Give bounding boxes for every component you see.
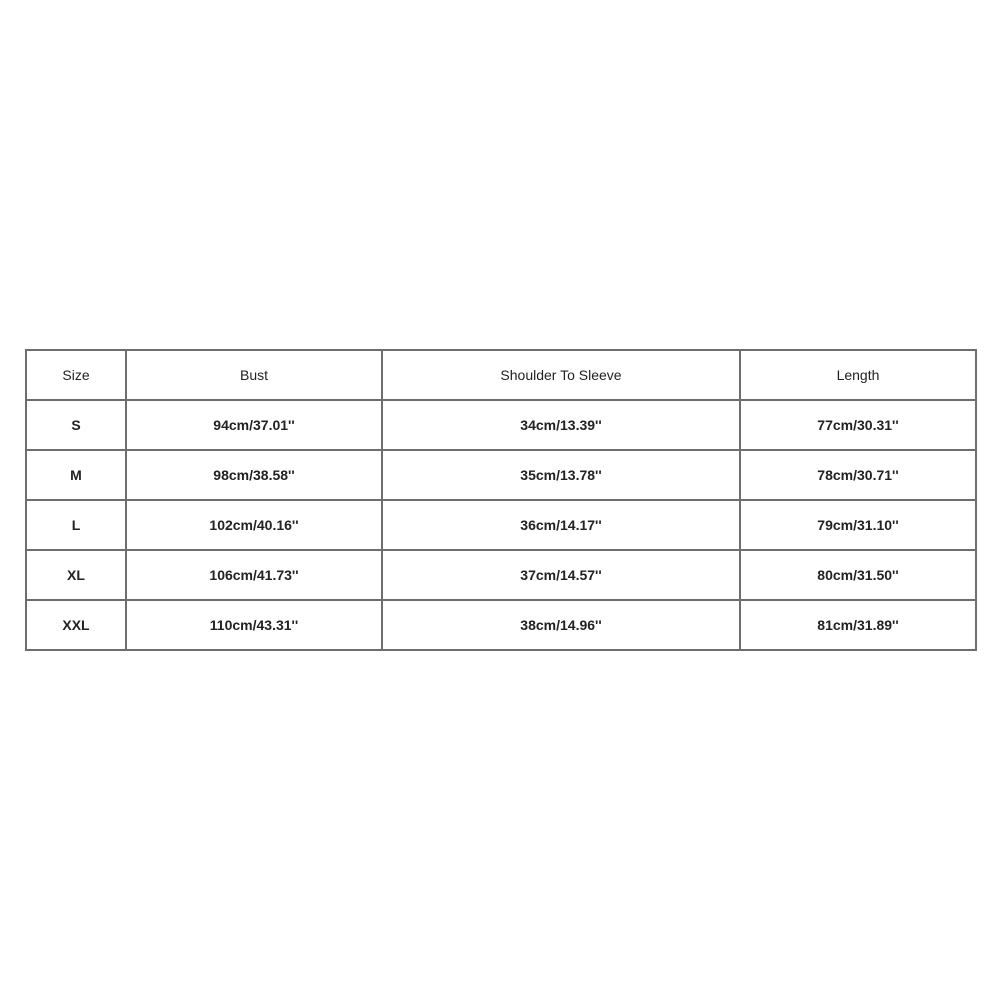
- table-row: [26, 450, 976, 500]
- cell-shoulder-to-sleeve: 34cm/13.39'': [382, 400, 740, 450]
- cell-size: S: [26, 400, 126, 450]
- cell-size: XXL: [26, 600, 126, 650]
- cell-length: 80cm/31.50'': [740, 550, 976, 600]
- cell-length: 77cm/30.31'': [740, 400, 976, 450]
- table-row: [26, 400, 976, 450]
- cell-size: M: [26, 450, 126, 500]
- cell-bust: 102cm/40.16'': [126, 500, 382, 550]
- cell-size: XL: [26, 550, 126, 600]
- cell-bust: 94cm/37.01'': [126, 400, 382, 450]
- header-bust: Bust: [126, 350, 382, 400]
- table-row: [26, 600, 976, 650]
- table-header-row: [26, 350, 976, 400]
- cell-bust: 110cm/43.31'': [126, 600, 382, 650]
- cell-size: L: [26, 500, 126, 550]
- cell-shoulder-to-sleeve: 36cm/14.17'': [382, 500, 740, 550]
- header-length: Length: [740, 350, 976, 400]
- table-row: [26, 550, 976, 600]
- cell-length: 79cm/31.10'': [740, 500, 976, 550]
- size-chart-table: [25, 349, 977, 651]
- cell-shoulder-to-sleeve: 35cm/13.78'': [382, 450, 740, 500]
- cell-length: 78cm/30.71'': [740, 450, 976, 500]
- header-size: Size: [26, 350, 126, 400]
- cell-shoulder-to-sleeve: 37cm/14.57'': [382, 550, 740, 600]
- table-row: [26, 500, 976, 550]
- header-shoulder-to-sleeve: Shoulder To Sleeve: [382, 350, 740, 400]
- cell-bust: 98cm/38.58'': [126, 450, 382, 500]
- cell-length: 81cm/31.89'': [740, 600, 976, 650]
- cell-bust: 106cm/41.73'': [126, 550, 382, 600]
- cell-shoulder-to-sleeve: 38cm/14.96'': [382, 600, 740, 650]
